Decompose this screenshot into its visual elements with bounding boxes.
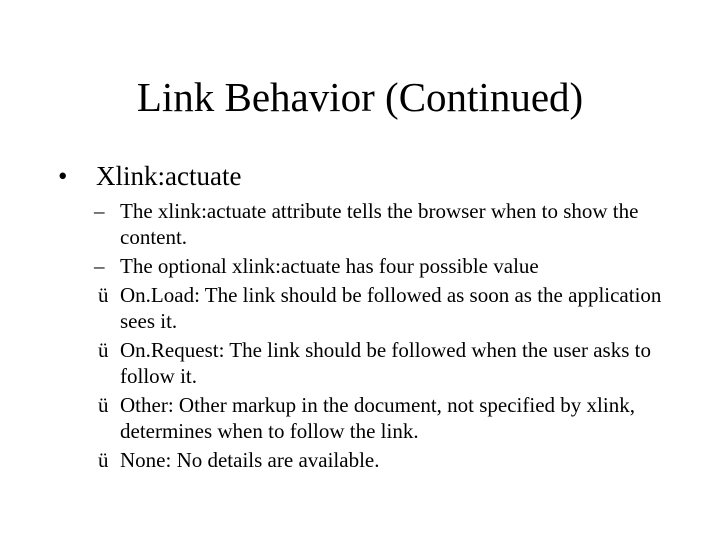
checkmark-icon: ü [98, 448, 109, 472]
sub-bullet-list [58, 198, 678, 473]
sub-bullet-item [58, 337, 678, 389]
dash-icon: – [94, 254, 105, 278]
checkmark-icon: ü [98, 393, 109, 417]
sub-bullet-text: None: No details are available. [120, 448, 380, 472]
bullet-xlink-actuate [58, 160, 678, 192]
checkmark-icon: ü [98, 283, 109, 307]
sub-bullet-item [58, 392, 678, 444]
sub-bullet-item [58, 447, 678, 473]
sub-bullet-text: On.Load: The link should be followed as soon as the application sees it. [120, 283, 662, 333]
bullet-text: Xlink:actuate [96, 161, 242, 191]
checkmark-icon: ü [98, 338, 109, 362]
sub-bullet-text: The xlink:actuate attribute tells the browser when to show the content. [120, 199, 639, 249]
bullet-dot-icon: • [58, 161, 68, 191]
sub-bullet-item [58, 198, 678, 250]
slide-content [58, 160, 678, 476]
sub-bullet-text: The optional xlink:actuate has four possible value [120, 254, 539, 278]
dash-icon: – [94, 199, 105, 223]
sub-bullet-text: Other: Other markup in the document, not specified by xlink, determines when to follow the link. [120, 393, 635, 443]
sub-bullet-item [58, 253, 678, 279]
sub-bullet-item [58, 282, 678, 334]
slide-title: Link Behavior (Continued) [136, 74, 584, 120]
sub-bullet-text: On.Request: The link should be followed when the user asks to follow it. [120, 338, 651, 388]
